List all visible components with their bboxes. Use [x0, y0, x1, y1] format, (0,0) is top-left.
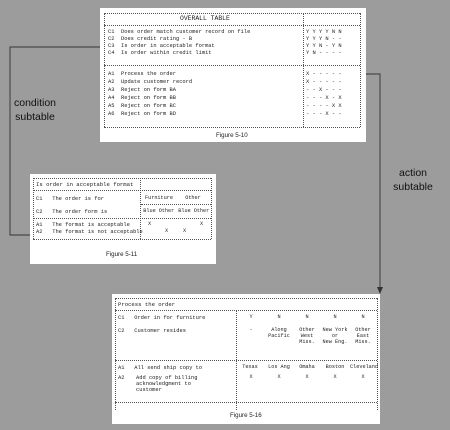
process-c2-value: Other West Miss.: [299, 327, 315, 345]
action-row: A3 Reject on form BA: [108, 87, 176, 93]
condition-row: C4 Is order within credit limit: [108, 50, 212, 56]
process-a2-value: X: [305, 374, 309, 380]
figure-caption: Figure 5-10: [216, 132, 248, 139]
process-table-panel: [112, 294, 380, 424]
process-c1-value: N: [277, 314, 281, 320]
process-c2-value: -: [249, 327, 253, 333]
process-c2-value: Along Pacific: [268, 327, 290, 339]
process-c1-row: C1 Order in for furniture: [118, 315, 206, 321]
condition-row: C3 Is order in acceptable format: [108, 43, 215, 49]
overall-table-panel: [100, 8, 366, 142]
process-table-title: Process the order: [118, 301, 176, 308]
figure-caption: Figure 5-11: [106, 251, 138, 258]
format-c2-value: Other: [193, 208, 210, 214]
condition-row: C2 Does credit rating - B: [108, 36, 193, 42]
condition-row: C1 Does order match customer record on file: [108, 29, 251, 35]
format-a1-row: A1 The format is acceptable: [36, 222, 130, 228]
format-a2-value: X: [182, 228, 187, 234]
process-a2-value: X: [361, 374, 365, 380]
format-a1-value: X: [147, 221, 152, 227]
process-a1-value: Los Ang: [268, 364, 290, 370]
process-c2-row: C2 Customer resides: [118, 328, 186, 334]
process-a1-value: Boston: [325, 364, 345, 370]
format-c1-other: Other: [185, 195, 201, 201]
process-a2-value: X: [333, 374, 337, 380]
action-row: A4 Reject on form BB: [108, 95, 176, 101]
format-table-title: Is order in acceptable format: [36, 181, 134, 188]
action-row: A1 Process the order: [108, 71, 176, 77]
process-a1-row: A1 All send ship copy to: [118, 365, 203, 371]
condition-rules: Y N - - - -: [306, 50, 342, 56]
format-table-panel: [30, 174, 216, 264]
action-rules: - - - X - X: [306, 95, 342, 101]
process-c1-value: N: [361, 314, 365, 320]
format-c1-furniture: Furniture: [144, 195, 174, 201]
process-a2-value: X: [249, 374, 253, 380]
process-a1-value: Cleveland: [350, 364, 379, 370]
action-subtable-label: action subtable: [393, 167, 433, 193]
condition-rules: Y Y Y Y N N: [306, 29, 342, 35]
process-c1-value: Y: [249, 314, 253, 320]
process-c1-value: N: [305, 314, 309, 320]
format-a1-value: X: [199, 221, 204, 227]
format-c2-value: Blue: [178, 208, 191, 214]
process-c2-value: New York or New Eng.: [322, 327, 348, 345]
action-row: A5 Reject on form BC: [108, 103, 176, 109]
condition-subtable-label: condition subtable: [13, 97, 57, 123]
action-row: A2 Update customer record: [108, 79, 193, 85]
action-rules: - - - - X X: [306, 103, 342, 109]
format-c2-row: C2 The order form is: [36, 209, 108, 215]
format-c1-row: C1 The order is for: [36, 196, 104, 202]
process-a2-id: A2: [118, 375, 125, 381]
condition-rules: Y Y N - Y N: [306, 43, 342, 49]
process-a1-value: Texas: [242, 364, 258, 370]
process-c2-value: Other East Miss.: [355, 327, 371, 345]
action-row: A6 Reject on form BD: [108, 111, 176, 117]
figure-caption: Figure 5-16: [230, 412, 262, 419]
action-rules: X - - - - -: [306, 79, 342, 85]
process-c1-value: N: [333, 314, 337, 320]
format-c2-value: Blue: [143, 208, 156, 214]
action-rules: X - - - - -: [306, 71, 342, 77]
process-a2-text: Add copy of billing acknowledgment to customer: [136, 375, 198, 393]
action-rules: - - - X - -: [306, 111, 342, 117]
format-a2-value: X: [164, 228, 169, 234]
overall-table-title: OVERALL TABLE: [180, 15, 230, 22]
process-a1-value: Omaha: [299, 364, 315, 370]
process-a2-value: X: [277, 374, 281, 380]
action-rules: - - X - - -: [306, 87, 342, 93]
format-c2-value: Other: [158, 208, 175, 214]
condition-rules: Y Y Y N - -: [306, 36, 342, 42]
format-a2-row: A2 The format is not acceptable: [36, 229, 143, 235]
